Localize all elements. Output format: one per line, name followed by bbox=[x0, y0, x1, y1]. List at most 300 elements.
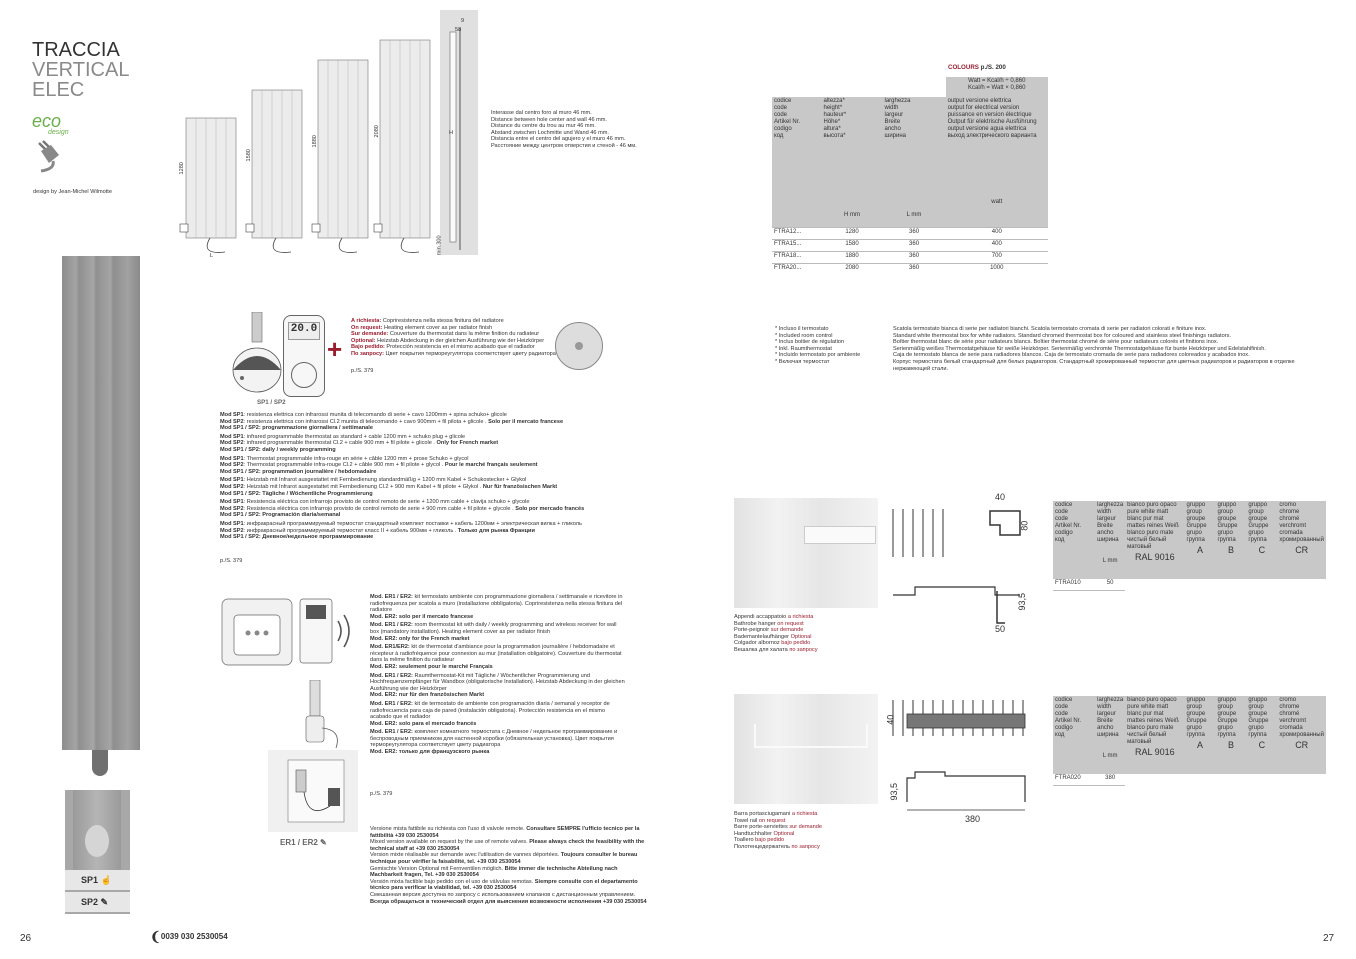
sp-model-value: : Heizstab mit Infrarot ausgestattet mit Fernbedienung standardmäßig + 1200 mm Kabel + Schukostecker + Glykol bbox=[243, 477, 527, 484]
desc-text: Bademantelaufhänger bbox=[734, 633, 791, 640]
height-label-1580: 1580 bbox=[245, 149, 252, 162]
sp-model-block bbox=[220, 521, 620, 541]
er-model-key: Mod. ER1 / ER2: bbox=[370, 672, 413, 679]
acc-header-cell bbox=[1053, 696, 1095, 774]
sp-model-line bbox=[220, 419, 620, 426]
sp-model-line bbox=[220, 512, 620, 519]
sp-model-line bbox=[220, 484, 620, 491]
acc-code: FTRA010 bbox=[1053, 579, 1095, 591]
desc-line bbox=[734, 634, 818, 641]
acc-header-line: groupe bbox=[1217, 711, 1237, 717]
table-cell: 1000 bbox=[946, 264, 1048, 276]
mixed-line bbox=[370, 892, 650, 905]
acc-header-line: Breite bbox=[1097, 718, 1113, 724]
acc-header-line: group bbox=[1217, 704, 1233, 710]
table-cell: FTRA20... bbox=[772, 264, 821, 276]
sp-model-key: Mod SP1 bbox=[220, 520, 244, 527]
acc-header-line: код bbox=[1055, 537, 1065, 543]
table-row bbox=[772, 228, 1048, 240]
group-letter: B bbox=[1227, 545, 1234, 555]
desc-availability: on request bbox=[777, 620, 804, 627]
desc-availability: по запросу bbox=[791, 843, 820, 850]
acc-header-line: группа bbox=[1248, 537, 1267, 543]
acc-header-line: blanc pur mat bbox=[1127, 516, 1164, 522]
acc-header-line: group bbox=[1248, 704, 1264, 710]
sp-model-line bbox=[220, 425, 620, 432]
remote-icon: ✎ bbox=[100, 897, 109, 907]
sp-model-line bbox=[220, 521, 620, 528]
sp-model-key: Mod SP1 bbox=[220, 412, 244, 418]
desc-line bbox=[734, 614, 818, 621]
acc-header-line: chrome bbox=[1279, 509, 1300, 515]
desc-line bbox=[734, 640, 818, 647]
mixed-version-text bbox=[370, 826, 650, 905]
desc-text: Полотенцедержатель bbox=[734, 843, 792, 850]
desc-text: Porte-peignoir bbox=[734, 627, 771, 634]
desc-availability: a richiesta bbox=[787, 614, 814, 620]
sp-model-line bbox=[220, 447, 620, 454]
acc-header-cell bbox=[1185, 501, 1216, 579]
table-row bbox=[772, 264, 1048, 276]
desc-line bbox=[734, 837, 822, 844]
mixed-line bbox=[370, 852, 650, 865]
side-height-label: H bbox=[449, 130, 454, 136]
er-model-value: kit termostato ambiente con programmazione giornaliera / settimanale e ricevitore in radiofrequenza per scatola a muro (installazione obbligatoria). Copriresistenza nella stessa finitura del radiatore bbox=[370, 594, 623, 614]
acc-header-cell bbox=[1215, 696, 1246, 774]
acc-header-line: cromada bbox=[1279, 725, 1303, 731]
table-row bbox=[1053, 774, 1326, 786]
radiator-photo bbox=[62, 256, 140, 750]
mixed-text: Versión mixta factible bajo pedido con el uso de válvulas remotas. bbox=[370, 878, 535, 885]
desc-line bbox=[734, 647, 818, 654]
sp-model-value: : Thermostat programmable infra-rouge en série + câble 1200 mm + prose Schuko + glycol bbox=[243, 455, 469, 462]
sp-model-value: : инфракрасный программируемый термостат стандартный комплект поставки + кабель 1200мм + электрическая вилка + гликоль bbox=[243, 520, 582, 527]
watt-formula-1: Watt = Kcal/h ÷ 0,860 bbox=[968, 78, 1026, 84]
er-model-value: kit de termostato de ambiente con programación diaria / semanal y receptor de radiofrecuencia para caja de pared (instalación obligatoria). Protección resistencia en el mismo acabado que el radiador bbox=[370, 700, 610, 721]
ral-code: RAL 9016 bbox=[1134, 552, 1175, 562]
desc-text: Вешалка для халата bbox=[734, 646, 790, 653]
sp-model-line bbox=[220, 462, 620, 469]
acc-header-line: mattes reines Weiß bbox=[1127, 718, 1179, 724]
acc-header-line: код bbox=[1055, 732, 1065, 738]
sp-model-market: Only for French market bbox=[436, 440, 499, 447]
er-models-text bbox=[370, 594, 625, 758]
towel-rail-photo bbox=[734, 694, 878, 804]
table-cell: FTRA12... bbox=[772, 228, 821, 240]
acc-header-line: Gruppe bbox=[1217, 523, 1238, 529]
acc-header-line: larghezza bbox=[1097, 697, 1124, 703]
hanger-dim-50: 50 bbox=[995, 624, 1006, 634]
sp-model-value: : infrared programmable thermostat as standard + cable 1200 mm + schuko plug + glicole bbox=[243, 433, 466, 440]
interasse-note: Interasse dal centro foro al muro 46 mm. Distance between hole center and wall 46 mm. Distance du centre du trou au mur 46 mm. Abstand zwischen Lochmitte und Wand 46 mm. Distancia entre el centro del agujero y el muro 46 mm. Расстояние между центром отверстия и стеной - 46 мм. bbox=[491, 110, 637, 149]
watt-formula-2: Kcal/h = Watt × 0,860 bbox=[968, 85, 1026, 91]
acc-header-line: Gruppe bbox=[1248, 523, 1269, 529]
sp-model-line bbox=[220, 456, 620, 463]
acc-header-line: code bbox=[1055, 704, 1069, 710]
acc-header-line: Artikel Nr. bbox=[1055, 718, 1082, 724]
mixed-line bbox=[370, 839, 650, 852]
acc-header-line: grupo bbox=[1217, 530, 1233, 536]
acc-header-line: group bbox=[1217, 509, 1233, 515]
sp-model-key: Mod SP2 bbox=[220, 505, 244, 512]
er-model-block bbox=[370, 594, 625, 620]
desc-availability: sur demande bbox=[770, 627, 804, 634]
desc-line bbox=[734, 831, 822, 838]
sp-model-key: Mod SP2 bbox=[220, 483, 244, 490]
acc-header-line: blanco puro mate bbox=[1127, 530, 1174, 536]
acc-header-line: группа bbox=[1186, 537, 1205, 543]
plus-icon: + bbox=[327, 334, 343, 364]
sp-model-line bbox=[220, 469, 620, 476]
designer-credit: design by Jean-Michel Wilmotte bbox=[33, 189, 112, 195]
desc-availability: bajo pedido bbox=[781, 640, 811, 647]
desc-availability: a richiesta bbox=[791, 811, 818, 817]
acc-header-line: groupe bbox=[1186, 711, 1206, 717]
rail-dim-380: 380 bbox=[965, 814, 981, 824]
thermostat-box-notes: Scatola termostato bianca di serie per radiatori bianchi. Scatola termostato cromata di serie per radiatori colorati e finiture inox. Standard white thermostat box for white radiators. Standard chromed thermostat box for coloured and stainless steel finishings radiators. Boîtier thermostat blanc de série pour radiateurs blancs. Boîtier thermostat chromé de série pour radiateurs colorés et finitions inox. Serienmäßig weißes Thermostatgehäuse für weiße Heizkörper. Serienmäßig verchromte Thermostatgehäuse für bunte Heizkörper und Edelstahlfinish. Caja de termostato blanca de serie para radiadores blancos. Caja de termostato cromada de serie para radiadores coloreados y acabados inox. Корпус термостата белый стандартный для белых радиаторов. Стандартный хромированный термостат для цветных радиаторов и радиаторов в отделке нержавеющей стали. bbox=[893, 326, 1295, 372]
acc-header-line: ancho bbox=[1097, 530, 1114, 536]
hanger-dim-80: 80 bbox=[1019, 520, 1030, 531]
acc-header-line: pure white matt bbox=[1127, 704, 1169, 710]
table-cell: 700 bbox=[946, 252, 1048, 264]
heating-element-photo bbox=[92, 750, 108, 776]
mixed-contact: Consultare SEMPRE l'ufficio tecnico per la fattibilità +39 030 2530054 bbox=[370, 826, 640, 839]
acc-header-cell bbox=[1185, 696, 1216, 774]
table-row bbox=[772, 252, 1048, 264]
mixed-contact: Siempre consulte con el departamento técnico para verificar la viabilidad, tel. +39 030 2530054 bbox=[370, 878, 638, 892]
er-model-key: Mod. ER1 / ER2: bbox=[370, 729, 413, 736]
desc-line bbox=[734, 621, 818, 628]
acc-header-line: Gruppe bbox=[1217, 718, 1238, 724]
sp-model-key: Mod SP1 / SP2: programmation journalière / hebdomadaire bbox=[220, 468, 377, 475]
height-label-1280: 1280 bbox=[178, 162, 185, 175]
sp-page-ref: p./S. 379 bbox=[351, 368, 374, 374]
mixed-line bbox=[370, 879, 650, 892]
colours-label: COLOURS p./S. 200 bbox=[948, 64, 1006, 71]
sp-model-key: Mod SP1 bbox=[220, 499, 244, 506]
sp-model-value: : Resistencia eléctrica con infrarrojo provisto de control remoto de serie + 900 mm cable + fil pilote + glycole . bbox=[243, 505, 516, 512]
acc-header-line: groupe bbox=[1248, 711, 1268, 717]
product-variant: ELEC bbox=[32, 79, 85, 101]
acc-header-cell bbox=[1215, 501, 1246, 579]
acc-header-line: gruppo bbox=[1217, 697, 1237, 703]
acc-header-line: ширина bbox=[1097, 537, 1119, 543]
acc-header-line: chromé bbox=[1279, 711, 1300, 717]
hanger-dim-93: 93,5 bbox=[1017, 592, 1028, 611]
sp-page-ref-2: p./S. 379 bbox=[220, 558, 243, 564]
acc-header-line: groupe bbox=[1217, 516, 1237, 522]
height-label-1880: 1880 bbox=[311, 135, 318, 148]
acc-header-line: ширина bbox=[1097, 732, 1119, 738]
er-thermostat-kit-image bbox=[220, 597, 360, 667]
mixed-contact: Bitte immer die technische Abteilung nach Machbarkeit fragen, Tel. +39 030 2530054 bbox=[370, 865, 618, 879]
acc-header-line: bianco puro opaco bbox=[1127, 502, 1177, 508]
sp-model-key: Mod SP1 / SP2: Programación diaria/semanal bbox=[220, 512, 341, 519]
tab-sp1[interactable]: SP1 ☝ bbox=[65, 870, 130, 890]
svg-text:eco: eco bbox=[32, 111, 62, 131]
acc-header-line: bianco puro opaco bbox=[1127, 697, 1177, 703]
mixed-text: Versione mista fattibile su richiesta con l'uso di valvole remote. bbox=[370, 826, 527, 832]
acc-unit: L mm bbox=[1102, 753, 1118, 759]
acc-header-line: gruppo bbox=[1217, 502, 1237, 508]
svg-text:design: design bbox=[48, 129, 69, 136]
acc-header-cell bbox=[1095, 696, 1125, 774]
acc-header-line: Breite bbox=[1097, 523, 1113, 529]
acc-header-line: blanco puro mate bbox=[1127, 725, 1174, 731]
acc-header-line: gruppo bbox=[1248, 697, 1268, 703]
sp-model-market: Nur für französischen Markt bbox=[482, 483, 558, 490]
er-model-market: Mod. ER2: nur für den französischen Markt bbox=[370, 692, 485, 699]
acc-header-cell bbox=[1125, 501, 1184, 579]
sp-model-value: : Thermostat programmable infra-rouge Cl.2 + câble 900 mm + fil pilote + glycol . bbox=[243, 462, 445, 469]
dimension-drawings bbox=[170, 10, 485, 265]
er-model-value: kit de thermostat d'ambiance pour la programmation journalière / hebdomadaire et récepteur à radiofréquence pour connexion au mur (installation obligatoire). Couverture du thermostat dans la même finition du radiateur bbox=[370, 644, 622, 664]
acc-header-line: grupo bbox=[1186, 530, 1202, 536]
desc-text: Barre porte-serviettes bbox=[734, 824, 790, 831]
acc-header-line: группа bbox=[1186, 732, 1205, 738]
acc-header-line: cromada bbox=[1279, 530, 1303, 536]
sp-request-notes: A richiesta: Copriresistenza nella stessa finitura del radiatore On request: Heating element cover as per radiator finish Sur demande: Couverture du thermostat dans la même finition du radiateur Optional: Heizstab Abdeckung in der gleichen Ausführung wie der Heizkörper Bajo pedido: Protección resistencia en el mismo acabado que el radiador По запросу: Цвет покрытия термореугулятора соответствует цвету радиатора bbox=[351, 318, 556, 357]
er-model-market: Mod. ER2: seulement pour le marché Français bbox=[370, 663, 493, 670]
acc-header-line: codigo bbox=[1055, 530, 1073, 536]
er-model-block bbox=[370, 729, 625, 755]
desc-text: Barra portasciugamani bbox=[734, 811, 792, 817]
acc-header-line: хромированный bbox=[1279, 732, 1324, 738]
sp-model-key: Mod SP1 / SP2: Дневное/недельное программирование bbox=[220, 534, 374, 541]
er-model-block bbox=[370, 701, 625, 727]
sp-model-line bbox=[220, 528, 620, 535]
rail-price-table bbox=[1053, 696, 1326, 786]
mixed-text: Mixed version available on request by the use of remote valves. bbox=[370, 839, 530, 846]
phone-number: ❨0039 030 2530054 bbox=[150, 929, 228, 944]
desc-line bbox=[734, 844, 822, 851]
group-letter: C bbox=[1258, 740, 1266, 750]
acc-code: FTRA020 bbox=[1053, 774, 1095, 786]
page-number-right: 27 bbox=[1323, 933, 1335, 944]
towel-rail-desc bbox=[734, 811, 822, 851]
table-cell: 1580 bbox=[821, 240, 882, 252]
sp-model-key: Mod SP1 bbox=[220, 433, 244, 440]
table-cell: 2080 bbox=[821, 264, 882, 276]
electric-plug-icon bbox=[33, 139, 65, 173]
sp-model-market: Только для рынка Франции bbox=[457, 527, 535, 534]
acc-header-cell bbox=[1053, 501, 1095, 579]
sp-model-value: : Heizstab mit Infrarot ausgestattet mit Fernbedienung Cl.2 + 900 mm Kabel + fil pilote + Glykol . bbox=[243, 483, 483, 490]
mixed-text: Смешанная версия доступна по запросу с использованием клапанов с дистанционным управлением. bbox=[370, 891, 636, 898]
acc-header-line: codice bbox=[1055, 697, 1073, 703]
acc-header-line: ancho bbox=[1097, 725, 1114, 731]
acc-header-line: codigo bbox=[1055, 725, 1073, 731]
acc-header-line: Artikel Nr. bbox=[1055, 523, 1082, 529]
eco-design-logo bbox=[30, 110, 90, 136]
mixed-contact: Всегда обращаться в технический отдел для выяснения возможности исполнения +39 030 2530054 bbox=[370, 898, 647, 905]
desc-availability: Optional bbox=[773, 830, 795, 837]
acc-header-line: Gruppe bbox=[1248, 718, 1269, 724]
table-cell: 360 bbox=[883, 264, 946, 276]
er-model-block bbox=[370, 644, 625, 670]
sp-model-line bbox=[220, 506, 620, 513]
er-model-market: Mod. ER2: только для французского рынка bbox=[370, 749, 490, 756]
desc-line bbox=[734, 627, 818, 634]
bathrobe-hanger-photo bbox=[734, 498, 878, 608]
side-top-label: 9 bbox=[461, 18, 465, 24]
acc-header-line: largeur bbox=[1097, 516, 1116, 522]
table-cell: 360 bbox=[883, 252, 946, 264]
desc-availability: sur demande bbox=[789, 824, 822, 831]
acc-header-line: width bbox=[1097, 509, 1112, 515]
desc-line bbox=[734, 811, 822, 818]
acc-header-line: чистый белый матовый bbox=[1127, 732, 1167, 745]
codice-header: codice code code Artikel Nr. codigo код bbox=[772, 97, 821, 228]
sp-model-key: Mod SP1 / SP2: programmazione giornaliera / settimanale bbox=[220, 425, 373, 432]
acc-header-line: хромированный bbox=[1279, 537, 1324, 543]
rail-dim-93: 93,5 bbox=[889, 782, 900, 801]
table-cell: 1880 bbox=[821, 252, 882, 264]
acc-header-line: largeur bbox=[1097, 711, 1116, 717]
mixed-text: Version mixte réalisable sur demande avec l'utilisation de vannes déportées. bbox=[370, 852, 561, 859]
er-page-ref: p./S. 379 bbox=[370, 791, 393, 797]
sp-model-key: Mod SP1 bbox=[220, 455, 244, 462]
group-letter: C bbox=[1258, 545, 1266, 555]
side-depth-label: 58 bbox=[455, 27, 462, 33]
acc-header-line: Gruppe bbox=[1186, 523, 1207, 529]
mixed-contact: Toujours consulter le bureau technique pour vérifier la faisabilité, tel. +39 030 2530054 bbox=[370, 852, 638, 865]
larghezza-header: larghezza width largeur Breite ancho ширина L mm bbox=[883, 97, 946, 228]
acc-header-cell bbox=[1277, 501, 1326, 579]
acc-header-line: grupo bbox=[1186, 725, 1202, 731]
sp-model-value: : resistenza elettrica con infrarossi Cl.2 munita di telecomando + cavo 900mm + fil pilota + glicole . bbox=[243, 418, 489, 425]
rail-dim-40: 40 bbox=[885, 714, 896, 725]
desc-text: Handtuchhalter bbox=[734, 830, 774, 837]
er-model-key: Mod. ER1 / ER2: bbox=[370, 622, 413, 629]
sp-model-line bbox=[220, 491, 620, 498]
sp-model-line bbox=[220, 440, 620, 447]
acc-header-line: группа bbox=[1217, 537, 1236, 543]
er-model-key: Mod. ER1 / ER2: bbox=[370, 594, 413, 600]
hand-icon: ☝ bbox=[100, 875, 112, 885]
acc-header-line: larghezza bbox=[1097, 502, 1124, 508]
er-model-value: комплект комнатного термостата с Дневное / недельное программирование и беспроводным приемником для настенной коробки (обязательная установка). Цвет покрытия термореугулятора соответствует цвету радиатора bbox=[370, 729, 618, 749]
mixed-line bbox=[370, 826, 650, 839]
acc-header-line: gruppo bbox=[1186, 502, 1206, 508]
sp-model-line bbox=[220, 434, 620, 441]
sp-model-block bbox=[220, 434, 620, 454]
acc-header-line: mattes reines Weiß bbox=[1127, 523, 1179, 529]
acc-header-cell bbox=[1246, 501, 1277, 579]
sp-label: SP1 / SP2 bbox=[257, 399, 286, 406]
phone-icon: ❨ bbox=[150, 929, 161, 944]
er-model-market: Mod. ER2: solo para el mercado francés bbox=[370, 720, 477, 727]
er-model-key: Mod. ER1 / ER2: bbox=[370, 700, 413, 707]
table-row bbox=[772, 240, 1048, 252]
table-cell: 400 bbox=[946, 240, 1048, 252]
er-model-market: Mod. ER2: solo per il mercato francese bbox=[370, 613, 474, 620]
er-model-value: room thermostat kit with daily / weekly programming and wireless receiver for wall box (mandatory installation). Heating element cover as per radiator finish bbox=[370, 622, 617, 635]
mixed-line bbox=[370, 866, 650, 879]
er-label: ER1 / ER2 ✎ bbox=[280, 838, 327, 847]
acc-header-line: group bbox=[1186, 509, 1202, 515]
sp-model-market: Solo per il mercato francese bbox=[488, 418, 564, 425]
table-cell: FTRA18... bbox=[772, 252, 821, 264]
acc-unit: L mm bbox=[1102, 558, 1118, 564]
sp-model-key: Mod SP1 / SP2: Tägliche / Wöchentliche Programmierung bbox=[220, 490, 373, 497]
er-model-market: Mod. ER2: only for the French market bbox=[370, 635, 470, 642]
chrome-code: CR bbox=[1295, 545, 1309, 555]
acc-header-line: grupo bbox=[1217, 725, 1233, 731]
acc-header-line: chrome bbox=[1279, 704, 1300, 710]
mixed-contact: Please always check the feasibility with the technical staff at +39 030 2530054 bbox=[370, 839, 645, 852]
tab-sp2[interactable]: SP2 ✎ bbox=[65, 892, 130, 912]
page-number-left: 26 bbox=[20, 933, 32, 944]
group-letter: B bbox=[1227, 740, 1234, 750]
chrome-code: CR bbox=[1295, 740, 1309, 750]
acc-header-line: gruppo bbox=[1248, 502, 1268, 508]
sp-model-key: Mod SP1 bbox=[220, 477, 244, 484]
acc-header-cell bbox=[1246, 696, 1277, 774]
desc-text: Bathrobe hanger bbox=[734, 620, 778, 627]
sp-model-value: : инфракрасный программируемый термостат класс II + кабель 900мм + гликоль . bbox=[243, 527, 458, 534]
sp-model-block bbox=[220, 412, 620, 432]
mixed-text: Gemischte Version Optional mit Fernventilen möglich. bbox=[370, 865, 505, 872]
acc-width: 50 bbox=[1095, 579, 1125, 591]
acc-header-line: code bbox=[1055, 516, 1069, 522]
table-cell: 400 bbox=[946, 228, 1048, 240]
table-cell: 360 bbox=[883, 228, 946, 240]
er-model-block bbox=[370, 673, 625, 699]
acc-header-line: chromé bbox=[1279, 516, 1300, 522]
hanger-dim-40: 40 bbox=[995, 492, 1006, 502]
sp-model-line bbox=[220, 412, 620, 419]
towel-rail-drawing bbox=[885, 692, 1035, 817]
group-letter: A bbox=[1196, 740, 1203, 750]
desc-text: Towel rail bbox=[734, 817, 759, 824]
acc-header-cell bbox=[1277, 696, 1326, 774]
acc-header-cell bbox=[1125, 696, 1184, 774]
remote-icon: ✎ bbox=[320, 838, 327, 847]
desc-availability: по запросу bbox=[789, 646, 818, 653]
desc-text: Colgador albornoz bbox=[734, 640, 782, 647]
acc-header-line: grupo bbox=[1248, 725, 1264, 731]
acc-header-line: groupe bbox=[1186, 516, 1206, 522]
table-cell: FTRA15... bbox=[772, 240, 821, 252]
output-header: output versione elettrica output for electrical version puissance en version électrique Output für elektrische Ausführung output versione agua elettrica выход электрического варианта watt bbox=[946, 97, 1048, 228]
desc-line bbox=[734, 824, 822, 831]
sp-model-line bbox=[220, 499, 620, 506]
acc-header-line: verchromt bbox=[1279, 523, 1307, 529]
sp-model-value: : Resistencia eléctrica con infrarrojo provisto de control remoto de serie + 1200 mm cable + clavija schuko + glycole bbox=[243, 499, 530, 506]
acc-header-line: группа bbox=[1248, 732, 1267, 738]
desc-text: Toallero bbox=[734, 837, 756, 844]
hanger-price-table bbox=[1053, 501, 1326, 591]
acc-header-line: cromo bbox=[1279, 502, 1297, 508]
product-title: TRACCIA bbox=[32, 39, 120, 61]
acc-header-line: code bbox=[1055, 509, 1069, 515]
acc-header-line: codice bbox=[1055, 502, 1073, 508]
bathrobe-hanger-desc bbox=[734, 614, 818, 654]
sp-model-key: Mod SP1 / SP2: daily / weekly programming bbox=[220, 446, 336, 453]
er-model-key: Mod. ER1/ER2: bbox=[370, 644, 410, 651]
acc-header-cell bbox=[1095, 501, 1125, 579]
sp-model-block bbox=[220, 456, 620, 476]
er-heating-element-image bbox=[292, 680, 352, 750]
er-model-block bbox=[370, 622, 625, 642]
included-thermostat-notes: * Incluso il termostato * Included room control * Inclus boitier de régulation * Inkl. Raumthermostat * Incluido termostato por ambiente * Включая термостат bbox=[775, 326, 861, 365]
sp-model-key: Mod SP2 bbox=[220, 462, 244, 469]
height-label-2080: 2080 bbox=[373, 125, 380, 138]
sp-model-line bbox=[220, 534, 620, 541]
desc-text: Appendi accappatoio bbox=[734, 614, 788, 620]
desc-line bbox=[734, 818, 822, 825]
